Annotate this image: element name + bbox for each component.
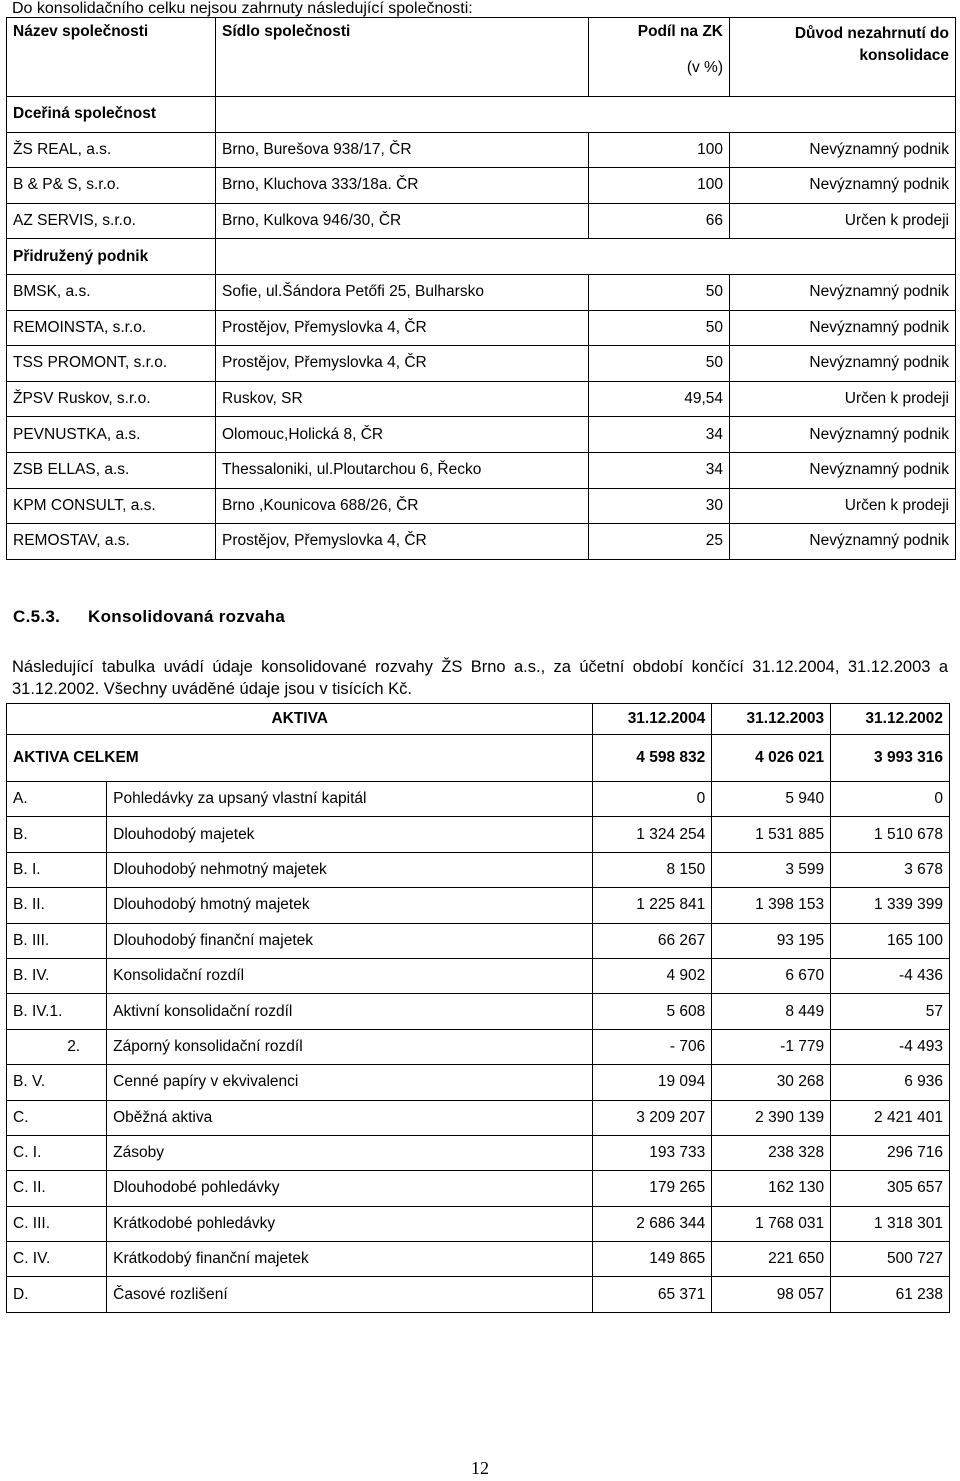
row-code: D. [7, 1277, 107, 1312]
value-2004: 1 324 254 [593, 817, 712, 852]
company-share: 100 [589, 168, 730, 204]
value-2003: 1 768 031 [712, 1206, 831, 1241]
row-code: C. IV. [7, 1242, 107, 1277]
balance-header-2003: 31.12.2003 [712, 704, 831, 735]
value-2003: -1 779 [712, 1029, 831, 1064]
empty-cell [216, 97, 956, 133]
row-code: B. V. [7, 1065, 107, 1100]
company-share: 66 [589, 203, 730, 239]
table-row [7, 1206, 950, 1241]
value-2004: 179 265 [593, 1171, 712, 1206]
company-share: 50 [589, 310, 730, 346]
exclusion-reason: Nevýznamný podnik [730, 346, 956, 382]
balance-header-2002: 31.12.2002 [831, 704, 950, 735]
table-row [7, 168, 956, 204]
value-2002: 6 936 [831, 1065, 950, 1100]
value-2002: 1 318 301 [831, 1206, 950, 1241]
value-2002: -4 436 [831, 958, 950, 993]
value-2002: 1 510 678 [831, 817, 950, 852]
table-row [7, 1171, 950, 1206]
total-2002: 3 993 316 [831, 735, 950, 782]
value-2004: 4 902 [593, 958, 712, 993]
company-seat: Olomouc,Holická 8, ČR [216, 417, 589, 453]
balance-rows [7, 782, 950, 1313]
row-label: Oběžná aktiva [107, 1100, 593, 1135]
row-label: Časové rozlišení [107, 1277, 593, 1312]
row-code: B. IV.1. [7, 994, 107, 1029]
value-2003: 162 130 [712, 1171, 831, 1206]
associate-group [7, 239, 956, 559]
company-seat: Prostějov, Přemyslovka 4, ČR [216, 524, 589, 560]
company-name: BMSK, a.s. [7, 274, 216, 310]
table-row [7, 310, 956, 346]
company-share: 25 [589, 524, 730, 560]
value-2003: 1 531 885 [712, 817, 831, 852]
table-row [7, 1100, 950, 1135]
company-seat: Brno, Kluchova 333/18a. ČR [216, 168, 589, 204]
company-seat: Brno, Burešova 938/17, ČR [216, 132, 589, 168]
row-label: Záporný konsolidační rozdíl [107, 1029, 593, 1064]
row-label: Dlouhodobé pohledávky [107, 1171, 593, 1206]
company-name: ZSB ELLAS, a.s. [7, 452, 216, 488]
value-2004: 3 209 207 [593, 1100, 712, 1135]
company-name: REMOSTAV, a.s. [7, 524, 216, 560]
intro-text: Do konsolidačního celku nejsou zahrnuty následující společnosti: [12, 0, 473, 17]
value-2003: 3 599 [712, 852, 831, 887]
value-2003: 238 328 [712, 1135, 831, 1170]
value-2002: 61 238 [831, 1277, 950, 1312]
exclusion-reason: Nevýznamný podnik [730, 132, 956, 168]
row-label: Zásoby [107, 1135, 593, 1170]
value-2004: 8 150 [593, 852, 712, 887]
subsidiary-group [7, 97, 956, 239]
balance-header-2004: 31.12.2004 [593, 704, 712, 735]
row-code: 2. [7, 1029, 107, 1064]
value-2002: 1 339 399 [831, 888, 950, 923]
exclusion-reason: Nevýznamný podnik [730, 310, 956, 346]
row-label: Konsolidační rozdíl [107, 958, 593, 993]
value-2002: 296 716 [831, 1135, 950, 1170]
table-row [7, 888, 950, 923]
value-2003: 2 390 139 [712, 1100, 831, 1135]
exclusion-reason: Nevýznamný podnik [730, 417, 956, 453]
exclusion-reason: Nevýznamný podnik [730, 452, 956, 488]
exclusion-reason: Určen k prodeji [730, 203, 956, 239]
value-2003: 221 650 [712, 1242, 831, 1277]
balance-header-label: AKTIVA [7, 704, 593, 735]
row-label: Krátkodobé pohledávky [107, 1206, 593, 1241]
value-2002: 305 657 [831, 1171, 950, 1206]
company-share: 50 [589, 346, 730, 382]
table-row [7, 488, 956, 524]
company-share: 100 [589, 132, 730, 168]
table-row [7, 452, 956, 488]
table-row [7, 417, 956, 453]
table-row [7, 346, 956, 382]
value-2002: 165 100 [831, 923, 950, 958]
value-2002: -4 493 [831, 1029, 950, 1064]
company-seat: Brno ,Kounicova 688/26, ČR [216, 488, 589, 524]
exclusion-reason: Určen k prodeji [730, 381, 956, 417]
empty-cell [216, 239, 956, 275]
value-2004: 65 371 [593, 1277, 712, 1312]
page-number: 12 [471, 1458, 489, 1478]
table-row [7, 782, 950, 817]
total-label: AKTIVA CELKEM [7, 735, 593, 782]
row-label: Cenné papíry v ekvivalenci [107, 1065, 593, 1100]
row-label: Aktivní konsolidační rozdíl [107, 994, 593, 1029]
company-seat: Ruskov, SR [216, 381, 589, 417]
header-reason: Důvod nezahrnutí do konsolidace [730, 18, 956, 97]
section-heading [13, 607, 285, 627]
company-name: KPM CONSULT, a.s. [7, 488, 216, 524]
company-seat: Prostějov, Přemyslovka 4, ČR [216, 310, 589, 346]
value-2003: 8 449 [712, 994, 831, 1029]
value-2003: 6 670 [712, 958, 831, 993]
value-2002: 2 421 401 [831, 1100, 950, 1135]
exclusion-reason: Nevýznamný podnik [730, 274, 956, 310]
value-2004: 2 686 344 [593, 1206, 712, 1241]
row-code: C. [7, 1100, 107, 1135]
row-code: B. [7, 817, 107, 852]
company-share: 34 [589, 452, 730, 488]
company-share: 50 [589, 274, 730, 310]
row-code: B. I. [7, 852, 107, 887]
table-row [7, 852, 950, 887]
table-row [7, 817, 950, 852]
value-2004: 0 [593, 782, 712, 817]
table-row [7, 1029, 950, 1064]
row-code: A. [7, 782, 107, 817]
exclusion-reason: Nevýznamný podnik [730, 168, 956, 204]
table-row [7, 524, 956, 560]
row-label: Dlouhodobý finanční majetek [107, 923, 593, 958]
value-2002: 500 727 [831, 1242, 950, 1277]
company-seat: Thessaloniki, ul.Ploutarchou 6, Řecko [216, 452, 589, 488]
table-row [7, 1277, 950, 1312]
value-2004: 149 865 [593, 1242, 712, 1277]
row-code: C. III. [7, 1206, 107, 1241]
header-name: Název společnosti [7, 18, 216, 97]
table-row [7, 1135, 950, 1170]
row-code: B. IV. [7, 958, 107, 993]
total-2004: 4 598 832 [593, 735, 712, 782]
row-code: C. II. [7, 1171, 107, 1206]
table-row [7, 381, 956, 417]
group-label: Dceřiná společnost [7, 97, 216, 133]
exclusion-reason: Nevýznamný podnik [730, 524, 956, 560]
header-share [589, 18, 730, 97]
value-2003: 1 398 153 [712, 888, 831, 923]
row-code: B. II. [7, 888, 107, 923]
value-2004: 5 608 [593, 994, 712, 1029]
value-2004: - 706 [593, 1029, 712, 1064]
table-row [7, 1065, 950, 1100]
row-label: Dlouhodobý nehmotný majetek [107, 852, 593, 887]
balance-header-row [7, 704, 950, 735]
value-2004: 1 225 841 [593, 888, 712, 923]
row-label: Dlouhodobý majetek [107, 817, 593, 852]
company-name: REMOINSTA, s.r.o. [7, 310, 216, 346]
value-2004: 19 094 [593, 1065, 712, 1100]
header-share-unit: (v %) [686, 59, 723, 76]
value-2002: 3 678 [831, 852, 950, 887]
group-row [7, 239, 956, 275]
row-code: B. III. [7, 923, 107, 958]
value-2003: 98 057 [712, 1277, 831, 1312]
row-code: C. I. [7, 1135, 107, 1170]
company-name: TSS PROMONT, s.r.o. [7, 346, 216, 382]
row-label: Dlouhodobý hmotný majetek [107, 888, 593, 923]
total-2003: 4 026 021 [712, 735, 831, 782]
company-share: 30 [589, 488, 730, 524]
company-name: PEVNUSTKA, a.s. [7, 417, 216, 453]
section-paragraph: Následující tabulka uvádí údaje konsolidované rozvahy ŽS Brno a.s., za účetní období končící 31.12.2004, 31.12.2003 a 31.12.2002. Všechny uváděné údaje jsou v tisících Kč. [12, 658, 948, 698]
table-row [7, 958, 950, 993]
value-2003: 30 268 [712, 1065, 831, 1100]
table-row [7, 274, 956, 310]
section-number: C.5.3. [13, 607, 61, 626]
company-name: ŽPSV Ruskov, s.r.o. [7, 381, 216, 417]
header-share-label: Podíl na ZK [637, 23, 723, 40]
company-seat: Prostějov, Přemyslovka 4, ČR [216, 346, 589, 382]
value-2003: 93 195 [712, 923, 831, 958]
company-share: 49,54 [589, 381, 730, 417]
balance-total-row [7, 735, 950, 782]
section-title: Konsolidovaná rozvaha [88, 607, 286, 626]
value-2004: 193 733 [593, 1135, 712, 1170]
company-name: B & P& S, s.r.o. [7, 168, 216, 204]
table-row [7, 203, 956, 239]
header-seat: Sídlo společnosti [216, 18, 589, 97]
row-label: Pohledávky za upsaný vlastní kapitál [107, 782, 593, 817]
table-row [7, 923, 950, 958]
exclusion-reason: Určen k prodeji [730, 488, 956, 524]
value-2004: 66 267 [593, 923, 712, 958]
value-2002: 0 [831, 782, 950, 817]
company-seat: Sofie, ul.Šándora Petőfi 25, Bulharsko [216, 274, 589, 310]
group-row [7, 97, 956, 133]
excluded-companies-table [6, 17, 956, 560]
company-seat: Brno, Kulkova 946/30, ČR [216, 203, 589, 239]
company-name: AZ SERVIS, s.r.o. [7, 203, 216, 239]
value-2003: 5 940 [712, 782, 831, 817]
balance-sheet-table [6, 703, 950, 1313]
table-header-row [7, 18, 956, 97]
group-label: Přidružený podnik [7, 239, 216, 275]
row-label: Krátkodobý finanční majetek [107, 1242, 593, 1277]
table-row [7, 994, 950, 1029]
table-row [7, 1242, 950, 1277]
company-share: 34 [589, 417, 730, 453]
value-2002: 57 [831, 994, 950, 1029]
table-row [7, 132, 956, 168]
company-name: ŽS REAL, a.s. [7, 132, 216, 168]
